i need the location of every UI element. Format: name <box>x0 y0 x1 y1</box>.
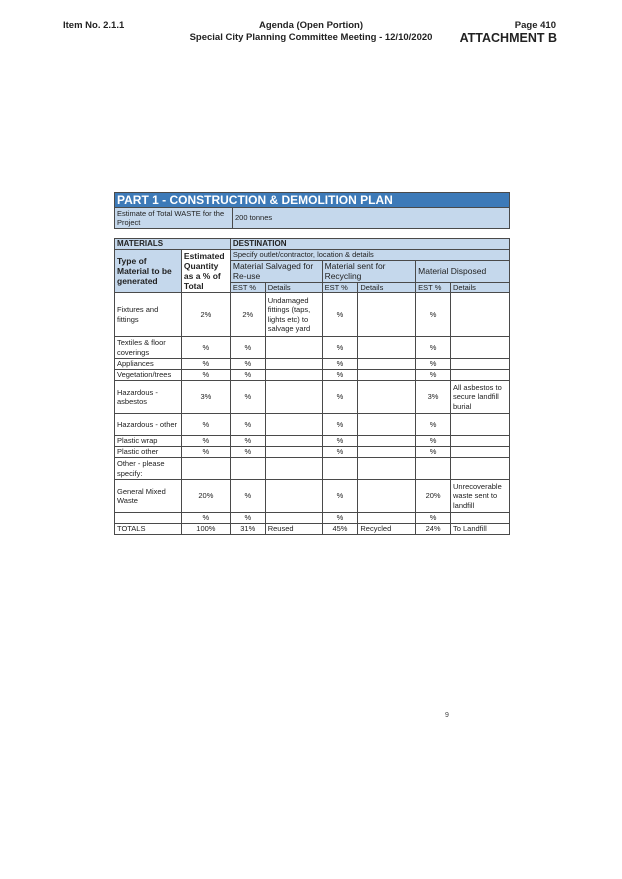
recycling-details-cell <box>358 293 416 337</box>
type-header: Type of Material to be generated <box>115 250 182 293</box>
table-row <box>115 337 510 359</box>
salvaged-details-cell <box>265 458 322 480</box>
totals-row <box>115 524 510 535</box>
table-row <box>115 414 510 436</box>
quantity-cell <box>181 458 230 480</box>
disposed-details-cell <box>450 458 509 480</box>
disposed-header: Material Disposed <box>416 260 510 282</box>
quantity-cell: 3% <box>181 381 230 414</box>
recycling-est-cell: % <box>322 370 358 381</box>
recycling-est-cell: % <box>322 436 358 447</box>
recycling-est-cell: % <box>322 359 358 370</box>
disposed-details-cell: To Landfill <box>450 524 509 535</box>
salvaged-est-cell: % <box>230 381 265 414</box>
specify-header: Specify outlet/contractor, location & details <box>230 250 509 261</box>
disposed-details-cell <box>450 337 509 359</box>
table-row <box>115 458 510 480</box>
quantity-cell: % <box>181 436 230 447</box>
salvaged-est-cell: % <box>230 436 265 447</box>
recycling-est-cell: % <box>322 381 358 414</box>
salvaged-est-cell: % <box>230 370 265 381</box>
salvaged-details-cell <box>265 513 322 524</box>
disposed-details-cell: All asbestos to secure landfill burial <box>450 381 509 414</box>
disposed-est-label: EST % <box>416 282 451 293</box>
recycling-est-cell: 45% <box>322 524 358 535</box>
recycling-est-cell <box>322 458 358 480</box>
materials-header: MATERIALS <box>115 239 231 250</box>
disposed-est-cell: 24% <box>416 524 451 535</box>
disposed-est-cell: 3% <box>416 381 451 414</box>
disposed-details-cell <box>450 359 509 370</box>
type-cell: Plastic other <box>115 447 182 458</box>
disposed-details-cell <box>450 436 509 447</box>
salvaged-details-cell: Undamaged fittings (taps, lights etc) to salvage yard <box>265 293 322 337</box>
salvaged-est-cell: 2% <box>230 293 265 337</box>
quantity-cell: % <box>181 414 230 436</box>
table-row <box>115 436 510 447</box>
salvaged-details-cell <box>265 359 322 370</box>
salvaged-details-cell: Reused <box>265 524 322 535</box>
salvaged-header: Material Salvaged for Re-use <box>230 260 322 282</box>
quantity-cell: 2% <box>181 293 230 337</box>
recycling-details-cell <box>358 447 416 458</box>
disposed-est-cell: % <box>416 337 451 359</box>
quantity-cell: % <box>181 370 230 381</box>
salvaged-est-cell: % <box>230 414 265 436</box>
meeting-label: Special City Planning Committee Meeting - 12/10/2020 <box>189 32 433 43</box>
salvaged-details-cell <box>265 447 322 458</box>
recycling-header: Material sent for Recycling <box>322 260 416 282</box>
recycling-est-cell: % <box>322 447 358 458</box>
recycling-est-cell: % <box>322 513 358 524</box>
salvaged-details-cell <box>265 370 322 381</box>
item-number: Item No. 2.1.1 <box>63 20 125 31</box>
quantity-cell: % <box>181 447 230 458</box>
salvaged-est-cell: 31% <box>230 524 265 535</box>
disposed-est-cell: % <box>416 513 451 524</box>
disposed-est-cell: % <box>416 414 451 436</box>
page-header <box>0 18 622 48</box>
recycling-details-label: Details <box>358 282 416 293</box>
disposed-est-cell: 20% <box>416 480 451 513</box>
recycling-est-cell: % <box>322 337 358 359</box>
page-label: Page 410 <box>514 20 556 31</box>
salvaged-est-cell: % <box>230 359 265 370</box>
table-row <box>115 381 510 414</box>
recycling-details-cell <box>358 436 416 447</box>
disposed-est-cell <box>416 458 451 480</box>
disposed-details-cell <box>450 513 509 524</box>
attachment-label: ATTACHMENT B <box>459 31 557 45</box>
quantity-cell: % <box>181 337 230 359</box>
recycling-details-cell <box>358 480 416 513</box>
table-row <box>115 359 510 370</box>
disposed-details-cell <box>450 370 509 381</box>
salvaged-est-cell: % <box>230 337 265 359</box>
salvaged-details-cell <box>265 337 322 359</box>
type-cell: Fixtures and fittings <box>115 293 182 337</box>
estimate-label: Estimate of Total WASTE for the Project <box>115 208 233 229</box>
recycling-details-cell <box>358 513 416 524</box>
materials-table <box>114 238 510 535</box>
type-cell: TOTALS <box>115 524 182 535</box>
salvaged-est-cell: % <box>230 513 265 524</box>
quantity-cell: 100% <box>181 524 230 535</box>
recycling-details-cell <box>358 370 416 381</box>
recycling-est-label: EST % <box>322 282 358 293</box>
disposed-details-cell <box>450 414 509 436</box>
type-cell: Hazardous - asbestos <box>115 381 182 414</box>
disposed-details-cell <box>450 293 509 337</box>
recycling-est-cell: % <box>322 414 358 436</box>
table-row <box>115 370 510 381</box>
agenda-label: Agenda (Open Portion) <box>259 20 363 31</box>
disposed-details-cell <box>450 447 509 458</box>
table-row <box>115 447 510 458</box>
estimate-value: 200 tonnes <box>233 208 510 229</box>
salvaged-details-label: Details <box>265 282 322 293</box>
salvaged-est-label: EST % <box>230 282 265 293</box>
type-cell: Textiles & floor coverings <box>115 337 182 359</box>
type-cell: Plastic wrap <box>115 436 182 447</box>
salvaged-est-cell: % <box>230 447 265 458</box>
salvaged-est-cell <box>230 458 265 480</box>
disposed-est-cell: % <box>416 370 451 381</box>
destination-header: DESTINATION <box>230 239 509 250</box>
part1-summary-table <box>114 192 510 229</box>
type-cell: Other - please specify: <box>115 458 182 480</box>
disposed-est-cell: % <box>416 293 451 337</box>
recycling-est-cell: % <box>322 480 358 513</box>
disposed-est-cell: % <box>416 359 451 370</box>
table-row <box>115 293 510 337</box>
disposed-details-label: Details <box>450 282 509 293</box>
salvaged-details-cell <box>265 480 322 513</box>
salvaged-details-cell <box>265 381 322 414</box>
recycling-details-cell <box>358 414 416 436</box>
recycling-est-cell: % <box>322 293 358 337</box>
type-cell: Hazardous - other <box>115 414 182 436</box>
quantity-cell: 20% <box>181 480 230 513</box>
estimated-header: Estimated Quantity as a % of Total <box>181 250 230 293</box>
recycling-details-cell <box>358 337 416 359</box>
quantity-cell: % <box>181 359 230 370</box>
salvaged-details-cell <box>265 436 322 447</box>
table-row <box>115 513 510 524</box>
type-cell: Vegetation/trees <box>115 370 182 381</box>
type-cell <box>115 513 182 524</box>
recycling-details-cell: Recycled <box>358 524 416 535</box>
disposed-est-cell: % <box>416 447 451 458</box>
type-cell: Appliances <box>115 359 182 370</box>
salvaged-details-cell <box>265 414 322 436</box>
recycling-details-cell <box>358 359 416 370</box>
part1-title: PART 1 - CONSTRUCTION & DEMOLITION PLAN <box>115 193 510 208</box>
salvaged-est-cell: % <box>230 480 265 513</box>
recycling-details-cell <box>358 381 416 414</box>
recycling-details-cell <box>358 458 416 480</box>
table-row <box>115 480 510 513</box>
type-cell: General Mixed Waste <box>115 480 182 513</box>
quantity-cell: % <box>181 513 230 524</box>
disposed-est-cell: % <box>416 436 451 447</box>
page-number: 9 <box>445 712 449 719</box>
disposed-details-cell: Unrecoverable waste sent to landfill <box>450 480 509 513</box>
